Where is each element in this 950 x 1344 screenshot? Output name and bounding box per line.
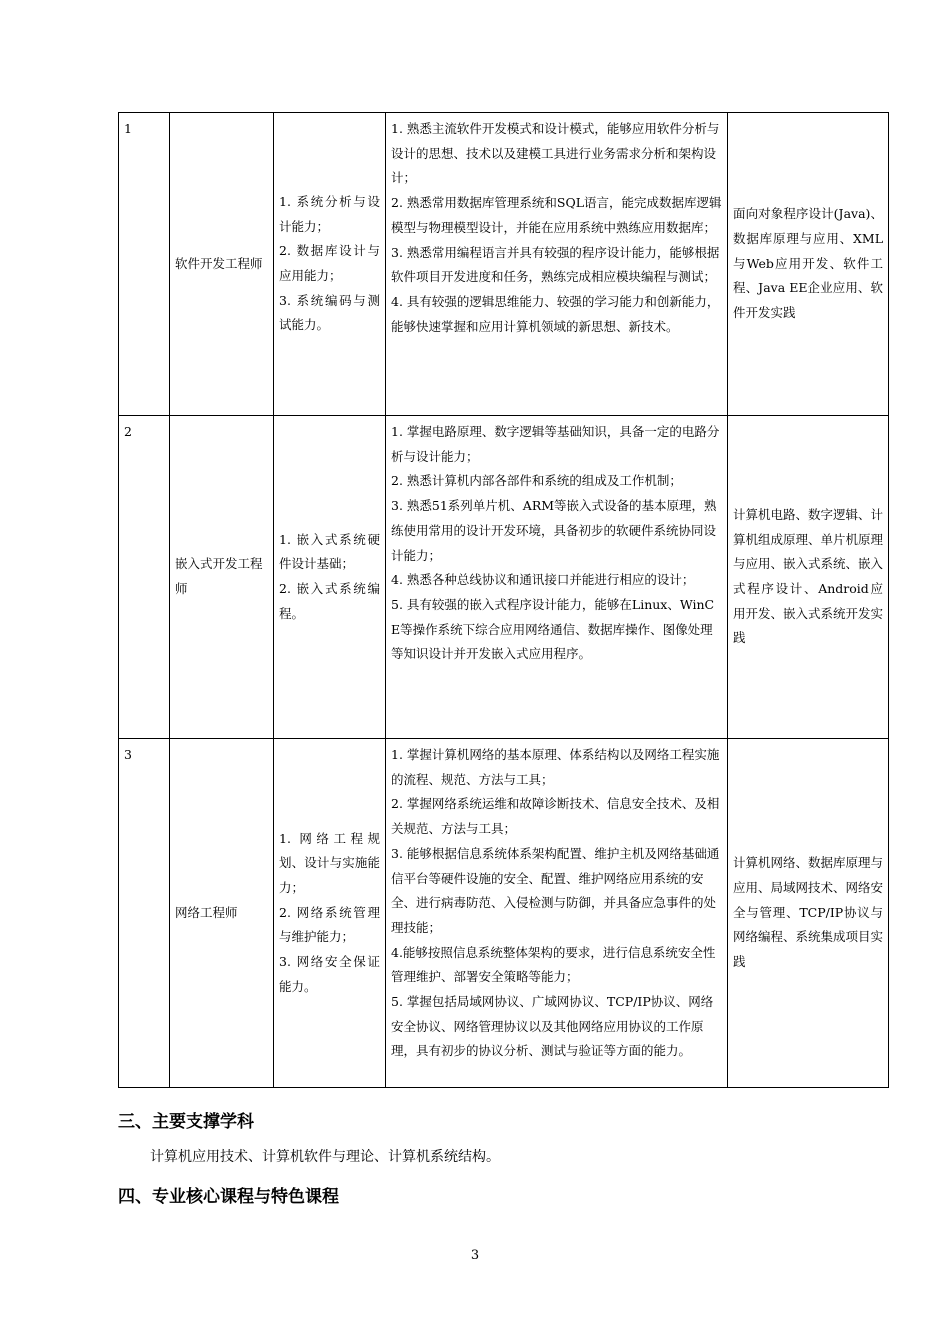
course-list: 计算机电路、数字逻辑、计算机组成原理、单片机原理与应用、嵌入式系统、嵌入式程序设计、Android应用开发、嵌入式系统开发实践	[728, 416, 889, 739]
row-number: 2	[119, 416, 170, 739]
section-paragraph: 计算机应用技术、计算机软件与理论、计算机系统结构。	[150, 1149, 500, 1165]
requirement-item: 2. 掌握网络系统运维和故障诊断技术、信息安全技术、及相关规范、方法与工具；	[391, 796, 720, 837]
requirement-item: 1. 掌握计算机网络的基本原理、体系结构以及网络工程实施的流程、规范、方法与工具；	[391, 747, 720, 787]
ability-item: 2. 网络系统管理与维护能力；	[279, 904, 380, 945]
ability-item: 1. 网络工程规划、设计与实施能力；	[279, 830, 380, 895]
table-row	[119, 416, 889, 739]
course-list: 面向对象程序设计(Java)、数据库原理与应用、XML与Web应用开发、软件工程、Java EE企业应用、软件开发实践	[728, 113, 889, 416]
requirement-item: 3. 能够根据信息系统体系架构配置、维护主机及网络基础通信平台等硬件设施的安全、配置、维护网络应用系统的安全、进行病毒防范、入侵检测与防御，并具备应急事件的处理技能；	[391, 845, 720, 935]
requirement-list	[386, 739, 728, 1088]
requirement-item: 3. 熟悉常用编程语言并具有较强的程序设计能力，能够根据软件项目开发进度和任务，熟练完成相应模块编程与测试；	[391, 244, 720, 285]
ability-item: 1. 系统分析与设计能力；	[279, 193, 380, 234]
section-heading: 三、主要支撑学科	[118, 1112, 254, 1132]
ability-item: 2. 嵌入式系统编程。	[279, 581, 380, 621]
requirement-item: 4.能够按照信息系统整体架构的要求，进行信息系统安全性管理维护、部署安全策略等能力；	[391, 944, 716, 985]
job-title: 软件开发工程师	[170, 113, 274, 416]
course-list: 计算机网络、数据库原理与应用、局域网技术、网络安全与管理、TCP/IP协议与网络编程、系统集成项目实践	[728, 739, 889, 1088]
section-heading: 四、专业核心课程与特色课程	[118, 1187, 339, 1207]
requirement-item: 5. 具有较强的嵌入式程序设计能力，能够在Linux、WinCE等操作系统下综合应用网络通信、数据库操作、图像处理等知识设计并开发嵌入式应用程序。	[391, 596, 715, 662]
page-number: 3	[470, 1248, 480, 1263]
requirement-item: 2. 熟悉计算机内部各部件和系统的组成及工作机制；	[391, 473, 682, 489]
ability-item: 2. 数据库设计与应用能力；	[279, 243, 380, 283]
ability-list	[274, 739, 386, 1088]
requirement-list	[386, 416, 728, 739]
table-row	[119, 113, 889, 416]
ability-list	[274, 113, 386, 416]
ability-item: 1. 嵌入式系统硬件设计基础；	[279, 531, 380, 572]
requirement-item: 4. 熟悉各种总线协议和通讯接口并能进行相应的设计；	[391, 572, 695, 588]
job-title: 嵌入式开发工程师	[170, 416, 274, 739]
ability-list	[274, 416, 386, 739]
requirement-item: 3. 熟悉51系列单片机、ARM等嵌入式设备的基本原理，熟练使用常用的设计开发环境，具备初步的软硬件系统协同设计能力；	[391, 498, 717, 563]
requirement-list	[386, 113, 728, 416]
requirement-item: 5. 掌握包括局域网协议、广域网协议、TCP/IP协议、网络安全协议、网络管理协议以及其他网络应用协议的工作原理，具有初步的协议分析、测试与验证等方面的能力。	[391, 994, 714, 1059]
requirement-item: 2. 熟悉常用数据库管理系统和SQL语言，能完成数据库逻辑模型与物理模型设计，并能在应用系统中熟练应用数据库；	[391, 195, 722, 235]
job-title: 网络工程师	[170, 739, 274, 1088]
requirement-item: 1. 掌握电路原理、数字逻辑等基础知识，具备一定的电路分析与设计能力；	[391, 424, 720, 464]
ability-item: 3. 网络安全保证能力。	[279, 954, 380, 994]
row-number: 3	[119, 739, 170, 1088]
job-requirements-table	[118, 112, 889, 1088]
requirement-item: 1. 熟悉主流软件开发模式和设计模式，能够应用软件分析与设计的思想、技术以及建模工具进行业务需求分析和架构设计；	[391, 121, 720, 186]
row-number: 1	[119, 113, 170, 416]
ability-item: 3. 系统编码与测试能力。	[279, 292, 380, 333]
requirement-item: 4. 具有较强的逻辑思维能力、较强的学习能力和创新能力，能够快速掌握和应用计算机领域的新思想、新技术。	[391, 293, 720, 334]
table-row	[119, 739, 889, 1088]
